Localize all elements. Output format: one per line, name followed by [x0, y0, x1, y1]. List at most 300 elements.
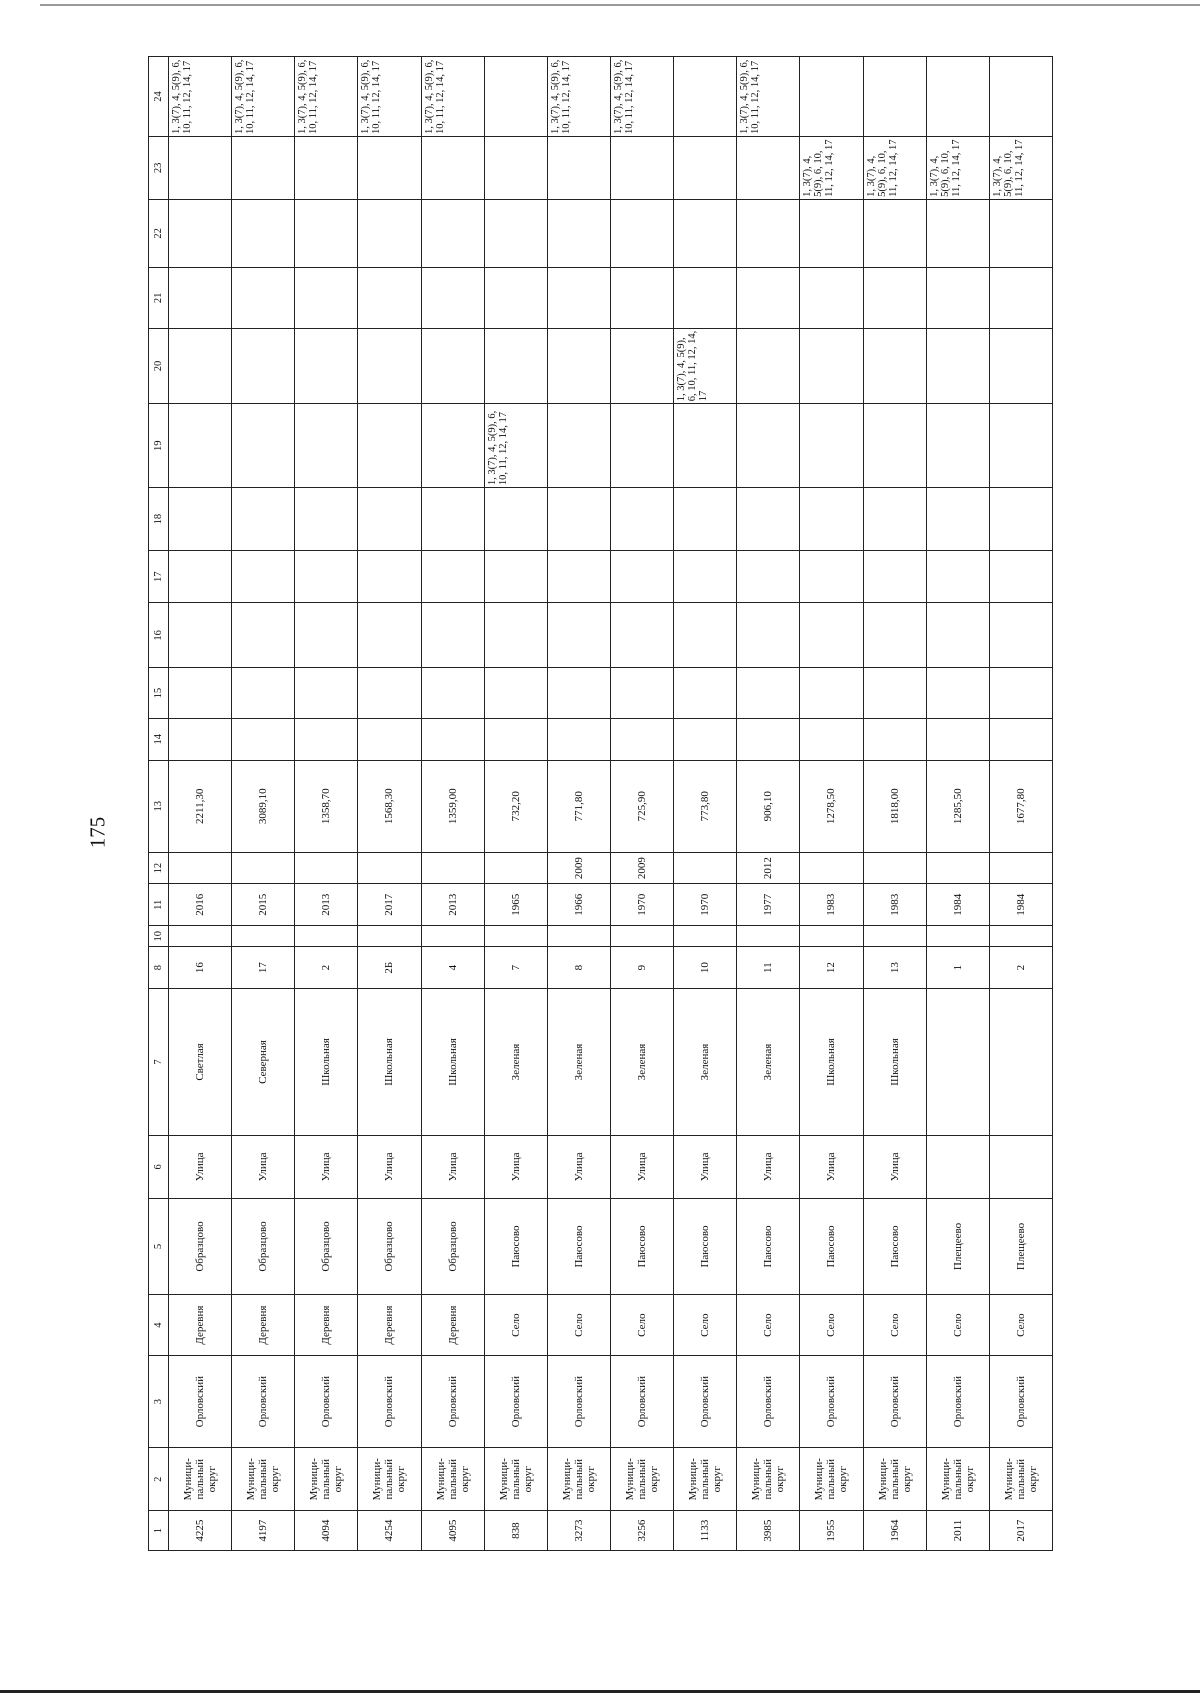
- table-cell: [610, 199, 673, 267]
- table-cell: Муници-пальный округ: [421, 1448, 484, 1511]
- table-cell: Муници-пальный округ: [989, 1448, 1052, 1511]
- column-header: 5: [149, 1198, 169, 1294]
- table-cell: [863, 603, 926, 668]
- table-cell: [737, 404, 800, 488]
- table-cell: 1358,70: [295, 760, 358, 852]
- table-cell: Село: [863, 1295, 926, 1356]
- table-row: [926, 57, 989, 1551]
- table-cell: Муници-пальный округ: [169, 1448, 232, 1511]
- column-header: 7: [149, 989, 169, 1136]
- table-cell: Паюсово: [737, 1198, 800, 1294]
- table-cell: [232, 926, 295, 947]
- table-cell: [737, 603, 800, 668]
- table-cell: 2012: [737, 852, 800, 883]
- table-cell: Орловский: [674, 1356, 737, 1448]
- page-number: 175: [85, 816, 110, 849]
- table-cell: [484, 328, 547, 403]
- table-cell: [358, 852, 421, 883]
- top-rule: [40, 4, 1200, 6]
- table-cell: Образцово: [421, 1198, 484, 1294]
- table-cell: [863, 488, 926, 551]
- table-cell: 1568,30: [358, 760, 421, 852]
- table-cell: [358, 136, 421, 199]
- table-cell: 771,80: [547, 760, 610, 852]
- table-cell: 7: [484, 947, 547, 989]
- table-cell: [169, 267, 232, 328]
- table-cell: 3985: [737, 1511, 800, 1551]
- table-cell: [295, 551, 358, 603]
- table-cell: Муници-пальный округ: [232, 1448, 295, 1511]
- table-cell: [358, 328, 421, 403]
- table-cell: 12: [800, 947, 863, 989]
- table-cell: 725,90: [610, 760, 673, 852]
- table-cell: [610, 404, 673, 488]
- table-cell: [863, 926, 926, 947]
- table-cell: [484, 488, 547, 551]
- table-cell: Паюсово: [863, 1198, 926, 1294]
- table-cell: Школьная: [295, 989, 358, 1136]
- table-cell: Светлая: [169, 989, 232, 1136]
- table-cell: Улица: [295, 1135, 358, 1198]
- table-cell: Улица: [674, 1135, 737, 1198]
- table-cell: [610, 488, 673, 551]
- table-cell: [800, 404, 863, 488]
- table-cell: Образцово: [358, 1198, 421, 1294]
- table-cell: [547, 199, 610, 267]
- table-cell: 2: [295, 947, 358, 989]
- table-cell: Муници-пальный округ: [863, 1448, 926, 1511]
- table-row: [169, 57, 232, 1551]
- table-cell: [169, 603, 232, 668]
- table-cell: Школьная: [800, 989, 863, 1136]
- table-cell: Орловский: [863, 1356, 926, 1448]
- table-cell: 2013: [295, 884, 358, 926]
- table-cell: [674, 404, 737, 488]
- table-cell: Школьная: [863, 989, 926, 1136]
- table-cell: [674, 603, 737, 668]
- table-cell: [547, 488, 610, 551]
- table-cell: 1984: [989, 884, 1052, 926]
- table-cell: 4225: [169, 1511, 232, 1551]
- table-cell: [295, 603, 358, 668]
- column-header: 23: [149, 136, 169, 199]
- table-cell: [610, 718, 673, 760]
- table-cell: Улица: [800, 1135, 863, 1198]
- column-header: 6: [149, 1135, 169, 1198]
- table-cell: [674, 267, 737, 328]
- table-cell: Паюсово: [800, 1198, 863, 1294]
- table-cell: [926, 989, 989, 1136]
- table-cell: [547, 551, 610, 603]
- table-cell: Муници-пальный округ: [484, 1448, 547, 1511]
- table-cell: Орловский: [421, 1356, 484, 1448]
- table-cell: Деревня: [232, 1295, 295, 1356]
- table-cell: Село: [800, 1295, 863, 1356]
- table-cell: Деревня: [295, 1295, 358, 1356]
- table-cell: [737, 926, 800, 947]
- table-cell: [547, 267, 610, 328]
- table-cell: 1285,50: [926, 760, 989, 852]
- table-cell: [989, 852, 1052, 883]
- table-cell: 1, 3(7), 4, 5(9), 6, 10, 11, 12, 14, 17: [800, 136, 863, 199]
- table-cell: [926, 718, 989, 760]
- table-cell: Муници-пальный округ: [737, 1448, 800, 1511]
- column-header: 13: [149, 760, 169, 852]
- table-cell: [421, 488, 484, 551]
- table-cell: 2: [989, 947, 1052, 989]
- table-cell: [863, 404, 926, 488]
- table-cell: 732,20: [484, 760, 547, 852]
- table-cell: [169, 136, 232, 199]
- table-cell: [547, 136, 610, 199]
- table-cell: Улица: [610, 1135, 673, 1198]
- table-cell: [610, 136, 673, 199]
- table-cell: [674, 57, 737, 137]
- table-cell: 16: [169, 947, 232, 989]
- table-cell: [232, 668, 295, 718]
- table-cell: 1, 3(7), 4, 5(9), 6, 10, 11, 12, 14, 17: [484, 404, 547, 488]
- table-cell: [926, 1135, 989, 1198]
- table-cell: [232, 551, 295, 603]
- table-cell: Улица: [169, 1135, 232, 1198]
- table-cell: Улица: [737, 1135, 800, 1198]
- table-row: [421, 57, 484, 1551]
- table-cell: Зеленая: [547, 989, 610, 1136]
- table-row: [863, 57, 926, 1551]
- table-cell: [484, 668, 547, 718]
- table-cell: [989, 1135, 1052, 1198]
- table-cell: [169, 199, 232, 267]
- table-cell: [800, 603, 863, 668]
- table-cell: Улица: [863, 1135, 926, 1198]
- table-cell: [421, 136, 484, 199]
- table-cell: [863, 328, 926, 403]
- table-cell: Муници-пальный округ: [674, 1448, 737, 1511]
- table-row: [674, 57, 737, 1551]
- table-cell: [484, 199, 547, 267]
- table-cell: 838: [484, 1511, 547, 1551]
- table-cell: [863, 199, 926, 267]
- table-cell: [737, 267, 800, 328]
- table-cell: 1964: [863, 1511, 926, 1551]
- table-cell: [295, 328, 358, 403]
- table-cell: [737, 718, 800, 760]
- table-cell: 1, 3(7), 4, 5(9), 6, 10, 11, 12, 14, 17: [358, 57, 421, 137]
- table-cell: [232, 488, 295, 551]
- table-cell: [800, 926, 863, 947]
- table-cell: Село: [674, 1295, 737, 1356]
- table-cell: Село: [926, 1295, 989, 1356]
- table-cell: Муници-пальный округ: [547, 1448, 610, 1511]
- table-cell: [800, 668, 863, 718]
- table-cell: [737, 136, 800, 199]
- table-cell: [674, 668, 737, 718]
- table-cell: [989, 57, 1052, 137]
- table-cell: [232, 267, 295, 328]
- table-cell: 1984: [926, 884, 989, 926]
- table-cell: [926, 404, 989, 488]
- table-cell: [926, 328, 989, 403]
- table-cell: [547, 404, 610, 488]
- table-cell: 1, 3(7), 4, 5(9), 6, 10, 11, 12, 14, 17: [169, 57, 232, 137]
- table-cell: 1677,80: [989, 760, 1052, 852]
- table-cell: 1, 3(7), 4, 5(9), 6, 10, 11, 12, 14, 17: [547, 57, 610, 137]
- table-cell: 2009: [547, 852, 610, 883]
- table-cell: Паюсово: [547, 1198, 610, 1294]
- table-cell: 1970: [674, 884, 737, 926]
- table-cell: [989, 603, 1052, 668]
- table-cell: [421, 328, 484, 403]
- table-cell: [737, 488, 800, 551]
- table-cell: 1, 3(7), 4, 5(9), 6, 10, 11, 12, 14, 17: [232, 57, 295, 137]
- table-cell: [863, 852, 926, 883]
- table-cell: Школьная: [358, 989, 421, 1136]
- table-cell: 2015: [232, 884, 295, 926]
- table-cell: [926, 551, 989, 603]
- bottom-rule: [0, 1690, 1200, 1693]
- table-cell: 8: [547, 947, 610, 989]
- table-cell: 17: [232, 947, 295, 989]
- table-cell: Улица: [358, 1135, 421, 1198]
- table-row: [358, 57, 421, 1551]
- column-header: 4: [149, 1295, 169, 1356]
- table-row: [989, 57, 1052, 1551]
- table-cell: Орловский: [989, 1356, 1052, 1448]
- table-cell: Орловский: [232, 1356, 295, 1448]
- table-cell: Плещеево: [926, 1198, 989, 1294]
- table-cell: 2011: [926, 1511, 989, 1551]
- column-header: 21: [149, 267, 169, 328]
- column-header: 12: [149, 852, 169, 883]
- table-cell: [358, 488, 421, 551]
- table-cell: [737, 199, 800, 267]
- table-cell: [926, 668, 989, 718]
- column-header: 17: [149, 551, 169, 603]
- table-cell: [484, 603, 547, 668]
- table-cell: [674, 926, 737, 947]
- table-row: [232, 57, 295, 1551]
- column-header: 1: [149, 1511, 169, 1551]
- table-cell: Орловский: [169, 1356, 232, 1448]
- table-cell: [169, 488, 232, 551]
- table-cell: Село: [547, 1295, 610, 1356]
- table-cell: Муници-пальный округ: [800, 1448, 863, 1511]
- table-cell: [295, 718, 358, 760]
- table-cell: [295, 926, 358, 947]
- table-cell: Северная: [232, 989, 295, 1136]
- table-cell: [800, 718, 863, 760]
- table-cell: [358, 404, 421, 488]
- table-row: [737, 57, 800, 1551]
- table-cell: Зеленая: [737, 989, 800, 1136]
- table-cell: [484, 718, 547, 760]
- table-cell: [295, 199, 358, 267]
- table-cell: Зеленая: [484, 989, 547, 1136]
- table-cell: [737, 668, 800, 718]
- table-cell: 2017: [989, 1511, 1052, 1551]
- table-cell: [421, 718, 484, 760]
- table-cell: [547, 328, 610, 403]
- table-cell: [926, 926, 989, 947]
- table-cell: 1977: [737, 884, 800, 926]
- table-cell: [989, 488, 1052, 551]
- table-cell: 3089,10: [232, 760, 295, 852]
- table-cell: 4254: [358, 1511, 421, 1551]
- table-cell: [547, 926, 610, 947]
- table-cell: [674, 488, 737, 551]
- column-header: 2: [149, 1448, 169, 1511]
- table-cell: 1966: [547, 884, 610, 926]
- table-cell: [926, 603, 989, 668]
- table-cell: Село: [737, 1295, 800, 1356]
- table-cell: Образцово: [169, 1198, 232, 1294]
- table-cell: 3273: [547, 1511, 610, 1551]
- table-cell: [863, 57, 926, 137]
- table-cell: [989, 926, 1052, 947]
- table-cell: Муници-пальный округ: [610, 1448, 673, 1511]
- table-cell: Паюсово: [484, 1198, 547, 1294]
- column-header: 15: [149, 668, 169, 718]
- table-row: [800, 57, 863, 1551]
- table-cell: [863, 668, 926, 718]
- table-cell: 3256: [610, 1511, 673, 1551]
- table-cell: [169, 718, 232, 760]
- table-cell: [421, 668, 484, 718]
- column-header: 22: [149, 199, 169, 267]
- table-row: [484, 57, 547, 1551]
- table-cell: [674, 199, 737, 267]
- table-cell: 1, 3(7), 4, 5(9), 6, 10, 11, 12, 14, 17: [926, 136, 989, 199]
- table-cell: [169, 551, 232, 603]
- column-header: 8: [149, 947, 169, 989]
- table-cell: Орловский: [926, 1356, 989, 1448]
- table-body: [169, 57, 1053, 1551]
- table-cell: [358, 668, 421, 718]
- registry-table-rotated: [148, 56, 1053, 1551]
- table-cell: Деревня: [421, 1295, 484, 1356]
- table-cell: Орловский: [484, 1356, 547, 1448]
- table-cell: Зеленая: [674, 989, 737, 1136]
- table-cell: [674, 852, 737, 883]
- table-cell: [484, 57, 547, 137]
- table-cell: [863, 718, 926, 760]
- table-cell: [989, 551, 1052, 603]
- table-cell: [800, 267, 863, 328]
- table-cell: Село: [610, 1295, 673, 1356]
- table-cell: [232, 852, 295, 883]
- table-cell: Муници-пальный округ: [295, 1448, 358, 1511]
- table-cell: Улица: [421, 1135, 484, 1198]
- table-cell: 9: [610, 947, 673, 989]
- table-cell: [421, 267, 484, 328]
- table-cell: [737, 328, 800, 403]
- table-cell: 1359,00: [421, 760, 484, 852]
- table-cell: [169, 852, 232, 883]
- table-cell: 906,10: [737, 760, 800, 852]
- table-cell: 1, 3(7), 4, 5(9), 6, 10, 11, 12, 14, 17: [989, 136, 1052, 199]
- column-header: 14: [149, 718, 169, 760]
- table-cell: 1, 3(7), 4, 5(9), 6, 10, 11, 12, 14, 17: [295, 57, 358, 137]
- table-cell: Орловский: [800, 1356, 863, 1448]
- table-cell: 11: [737, 947, 800, 989]
- table-cell: 4094: [295, 1511, 358, 1551]
- table-cell: 1818,00: [863, 760, 926, 852]
- table-cell: [421, 404, 484, 488]
- table-cell: [926, 199, 989, 267]
- table-cell: 2017: [358, 884, 421, 926]
- table-cell: [989, 668, 1052, 718]
- table-cell: [232, 603, 295, 668]
- table-cell: Улица: [547, 1135, 610, 1198]
- table-cell: Деревня: [169, 1295, 232, 1356]
- table-cell: [421, 926, 484, 947]
- table-cell: [295, 136, 358, 199]
- table-cell: [232, 718, 295, 760]
- table-cell: [800, 328, 863, 403]
- header-row: [149, 57, 169, 1551]
- table-cell: [484, 926, 547, 947]
- table-cell: [547, 603, 610, 668]
- table-cell: [358, 718, 421, 760]
- table-cell: 10: [674, 947, 737, 989]
- table-cell: 2009: [610, 852, 673, 883]
- table-cell: Образцово: [295, 1198, 358, 1294]
- column-header: 10: [149, 926, 169, 947]
- column-header: 3: [149, 1356, 169, 1448]
- table-cell: [989, 989, 1052, 1136]
- table-cell: 1965: [484, 884, 547, 926]
- table-cell: [547, 718, 610, 760]
- table-cell: [421, 199, 484, 267]
- table-cell: 4197: [232, 1511, 295, 1551]
- table-cell: [295, 488, 358, 551]
- table-cell: Образцово: [232, 1198, 295, 1294]
- registry-table: [148, 56, 1053, 1551]
- table-cell: [610, 603, 673, 668]
- table-cell: [358, 267, 421, 328]
- table-row: [547, 57, 610, 1551]
- table-cell: [800, 199, 863, 267]
- table-cell: 1983: [800, 884, 863, 926]
- table-cell: Орловский: [610, 1356, 673, 1448]
- table-cell: 1, 3(7), 4, 5(9), 6, 10, 11, 12, 14, 17: [863, 136, 926, 199]
- table-cell: 773,80: [674, 760, 737, 852]
- table-cell: [800, 488, 863, 551]
- table-cell: Паюсово: [674, 1198, 737, 1294]
- table-cell: [863, 267, 926, 328]
- table-cell: [926, 57, 989, 137]
- table-cell: 1278,50: [800, 760, 863, 852]
- table-cell: [484, 852, 547, 883]
- table-cell: [737, 551, 800, 603]
- table-cell: [989, 267, 1052, 328]
- table-cell: [484, 267, 547, 328]
- table-cell: [295, 267, 358, 328]
- table-cell: [358, 926, 421, 947]
- column-header: 19: [149, 404, 169, 488]
- table-cell: [232, 136, 295, 199]
- table-cell: [863, 551, 926, 603]
- table-cell: 1983: [863, 884, 926, 926]
- table-cell: 2016: [169, 884, 232, 926]
- table-cell: Улица: [232, 1135, 295, 1198]
- table-cell: Муници-пальный округ: [926, 1448, 989, 1511]
- table-cell: [674, 718, 737, 760]
- table-row: [295, 57, 358, 1551]
- table-cell: [169, 926, 232, 947]
- table-cell: 1, 3(7), 4, 5(9), 6, 10, 11, 12, 14, 17: [737, 57, 800, 137]
- table-cell: 2211,30: [169, 760, 232, 852]
